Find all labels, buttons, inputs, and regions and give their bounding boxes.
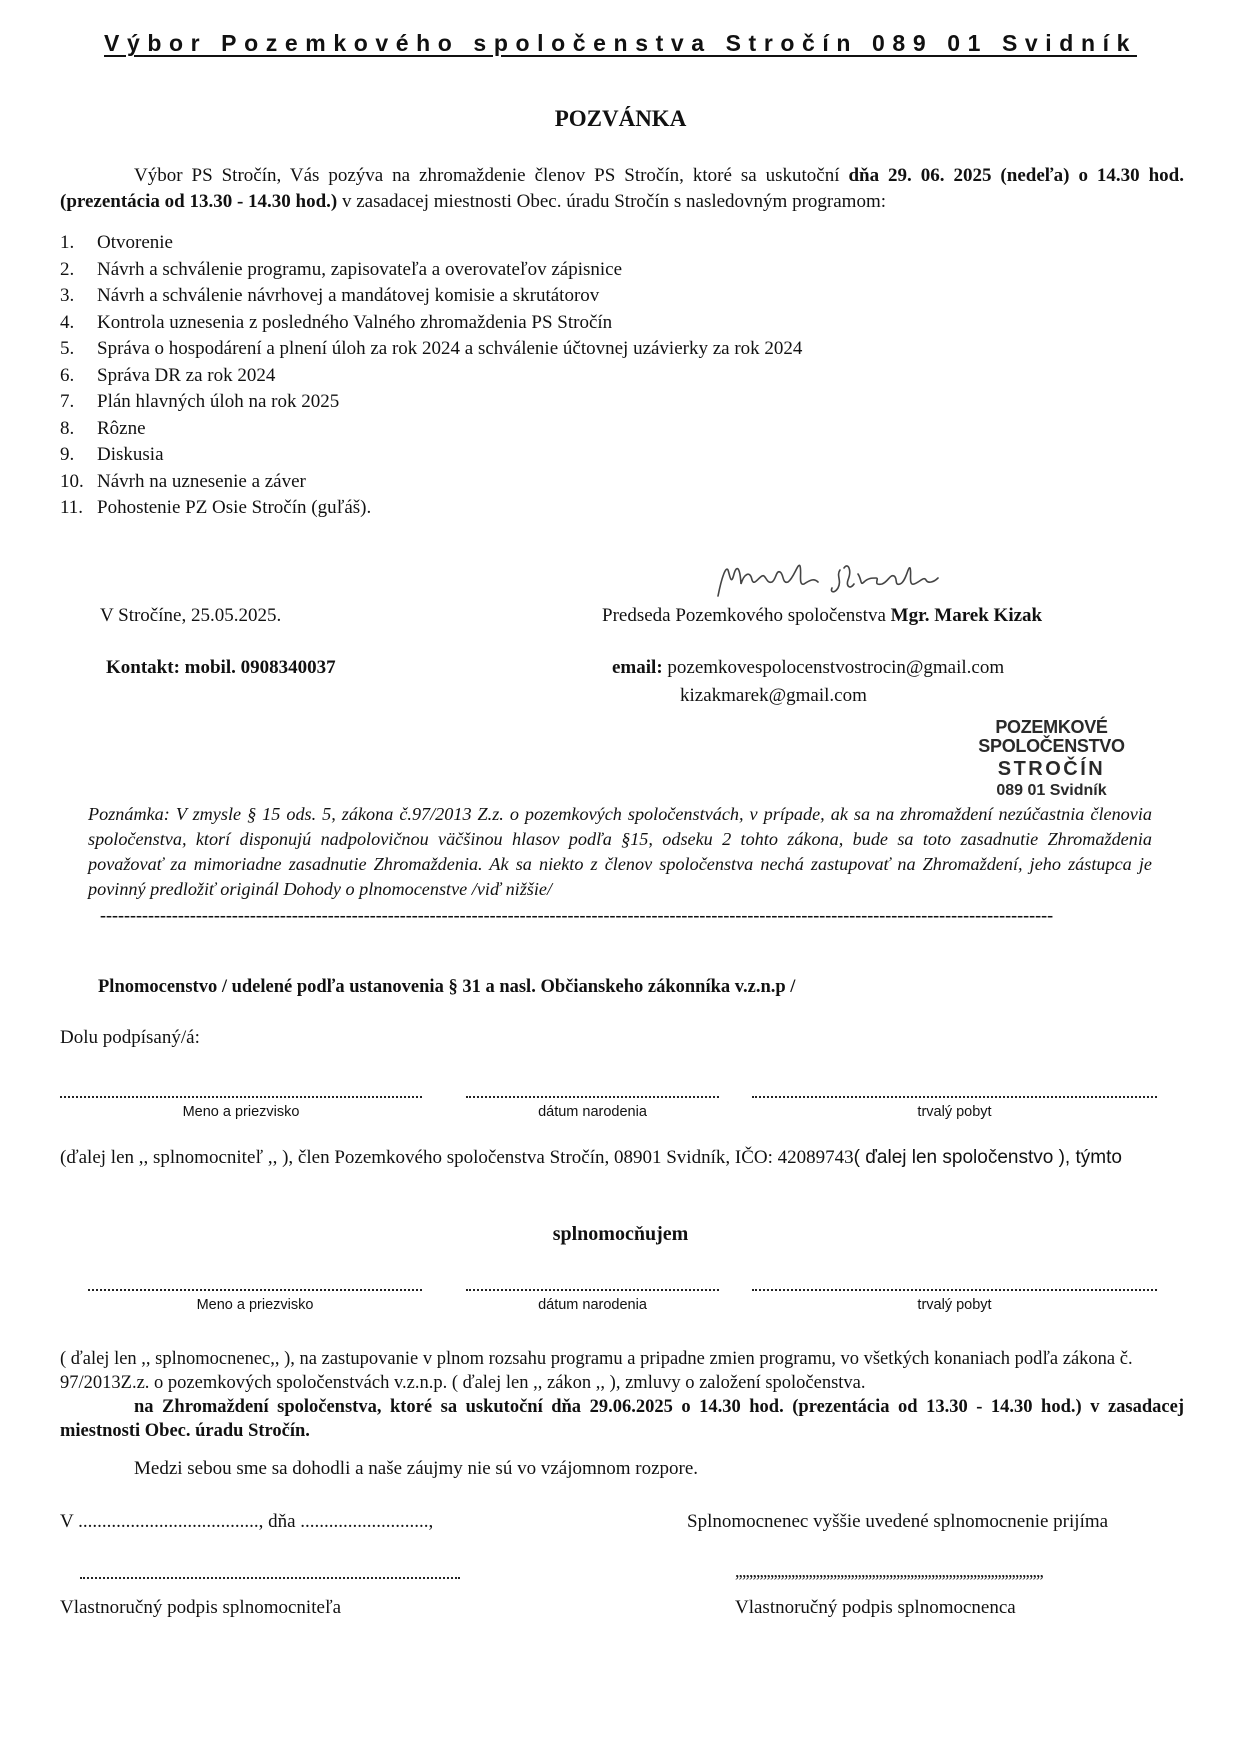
agent-address-field[interactable] xyxy=(752,1289,1157,1291)
separator-line: --------------------------------------------------------------------------------------------------------------------------------------------------------------- xyxy=(100,905,1054,925)
agent-signature-label: Vlastnoručný podpis splnomocnenca xyxy=(735,1597,1016,1618)
agenda-item-text: Návrh na uznesenie a záver xyxy=(97,470,306,492)
agent-name-field[interactable] xyxy=(88,1289,422,1291)
email-secondary: kizakmarek@gmail.com xyxy=(680,685,867,706)
intro-date-time: dňa 29. 06. 2025 (nedeľa) o 14.30 hod. (prezentácia od 13.30 - 14.30 hod.) xyxy=(60,165,1184,212)
principal-birthdate-field[interactable] xyxy=(466,1096,719,1098)
agenda-item xyxy=(60,442,802,469)
invitation-intro xyxy=(60,163,1184,215)
official-stamp xyxy=(934,718,1169,800)
agenda-item-text: Plán hlavných úloh na rok 2025 xyxy=(97,391,340,412)
undersigned-label: Dolu podpísaný/á: xyxy=(60,1027,200,1048)
agenda-item-text: Otvorenie xyxy=(97,232,173,253)
agenda-item-text: Správa o hospodárení a plnení úloh za rok 2024 a schválenie účtovnej uzávierky za rok 2024 xyxy=(97,338,803,359)
stamp-line-2: STROČÍN xyxy=(997,757,1106,780)
intro-location: v zasadacej miestnosti Obec. úradu Stročín s nasledovným programom: xyxy=(337,191,887,212)
agenda-list xyxy=(60,230,802,522)
agenda-item-number: 11. xyxy=(60,497,84,518)
agenda-item xyxy=(60,230,802,257)
place-date: V Stročíne, 25.05.2025. xyxy=(100,605,282,626)
principal-signature-field[interactable] xyxy=(80,1577,460,1579)
caption-birthdate-2: dátum narodenia xyxy=(538,1297,647,1313)
agenda-item xyxy=(60,416,802,443)
agenda-item-text: Rôzne xyxy=(97,417,146,439)
agenda-item xyxy=(60,257,802,284)
place-date-line[interactable]: V ......................................, dňa ..........................., xyxy=(60,1511,434,1532)
agenda-item xyxy=(60,469,802,496)
chairman-label: Predseda Pozemkového spoločenstva xyxy=(602,605,891,626)
stamp-line-1: POZEMKOVÉ SPOLOČENSTVO xyxy=(978,717,1125,756)
agenda-item xyxy=(60,389,802,416)
legal-note: Poznámka: V zmysle § 15 ods. 5, zákona č.97/2013 Z.z. o pozemkových spoločenstvách, v prípade, ak sa na zhromaždení nezúčastnia členovia spoločenstva, ktorí disponujú nadpolovičnou väčšinou hlasov podľa §15, odseku 2 tohto zákona, bude sa toto zasadnutie Zhromaždenia považovať za mimoriadne zasadnutie Zhromaždenia. Ak sa niekto z členov spoločenstva nechá zastupovať na Zhromaždení, jeho zástupca je povinný predložiť originál Dohody o plnomocenstve /viď nižšie/ xyxy=(88,804,1152,899)
agenda-item xyxy=(60,495,802,522)
agenda-item-text: Kontrola uznesenia z posledného Valného zhromaždenia PS Stročín xyxy=(97,311,613,333)
assembly-details: na Zhromaždení spoločenstva, ktoré sa uskutoční dňa 29.06.2025 o 14.30 hod. (prezentácia od 13.30 - 14.30 hod.) v zasadacej miestnosti Obec. úradu Stročín. xyxy=(60,1397,1184,1441)
agenda-item-number: 6. xyxy=(60,364,75,386)
contact-phone: Kontakt: mobil. 0908340037 xyxy=(106,657,336,678)
agenda-item xyxy=(60,363,802,390)
agenda-item-number: 9. xyxy=(60,444,75,465)
agent-birthdate-field[interactable] xyxy=(466,1289,719,1291)
agenda-item-number: 8. xyxy=(60,417,75,439)
agenda-item-number: 10. xyxy=(60,470,84,492)
intro-text: Výbor PS Stročín, Vás pozýva na zhromaždenie členov PS Stročín, ktoré sa uskutoční xyxy=(134,165,849,186)
agenda-item-text: Pohostenie PZ Osie Stročín (guľáš). xyxy=(97,497,372,518)
agreement-text: Medzi sebou sme sa dohodli a naše záujmy nie sú vo vzájomnom rozpore. xyxy=(134,1458,699,1479)
principal-name-field[interactable] xyxy=(60,1096,422,1098)
agenda-item-number: 2. xyxy=(60,258,75,280)
principal-signature-label: Vlastnoručný podpis splnomocniteľa xyxy=(60,1597,342,1618)
agent-signature-field[interactable]: ,,,,,,,,,,,,,,,,,,,,,,,,,,,,,,,,,,,,,,,,,,,,,,,,,,,,,,,,,,,,,,,,,,,,,,,,,,,,,,,,,,,,,,,, xyxy=(735,1561,1043,1581)
caption-name-1: Meno a priezvisko xyxy=(182,1104,300,1120)
agenda-item xyxy=(60,283,802,310)
agenda-item-text: Návrh a schválenie návrhovej a mandátovej komisie a skrutátorov xyxy=(97,285,600,306)
invitation-title: POZVÁNKA xyxy=(554,106,687,131)
caption-birthdate-1: dátum narodenia xyxy=(538,1104,647,1120)
stamp-line-3: 089 01 Svidník xyxy=(996,781,1107,799)
email-primary: pozemkovespolocenstvostrocin@gmail.com xyxy=(667,657,1005,678)
agenda-item xyxy=(60,310,802,337)
principal-text: (ďalej len ,, splnomocniteľ ,, ), člen Pozemkového spoločenstva Stročín, 08901 Svidník, IČO: 42089743 xyxy=(60,1147,854,1168)
agenda-item-number: 1. xyxy=(60,232,75,253)
agenda-item xyxy=(60,336,802,363)
caption-address-2: trvalý pobyt xyxy=(917,1297,992,1313)
principal-address-field[interactable] xyxy=(752,1096,1157,1098)
agenda-item-text: Diskusia xyxy=(97,444,164,465)
email-line xyxy=(612,655,1004,680)
authorize-heading: splnomocňujem xyxy=(552,1223,689,1245)
power-of-attorney-title: Plnomocenstvo / udelené podľa ustanovenia § 31 a nasl. Občianskeho zákonníka v.z.n.p / xyxy=(98,977,796,997)
agenda-item-text: Návrh a schválenie programu, zapisovateľa a overovateľov zápisnice xyxy=(97,258,623,280)
agenda-item-number: 4. xyxy=(60,311,75,333)
chairman-name: Mgr. Marek Kizak xyxy=(890,605,1043,626)
caption-name-2: Meno a priezvisko xyxy=(196,1297,314,1313)
principal-text-tail: ( ďalej len spoločenstvo ), týmto xyxy=(853,1147,1122,1168)
agenda-item-number: 7. xyxy=(60,391,75,412)
agent-accepts-text: Splnomocnenec vyššie uvedené splnomocnenie prijíma xyxy=(687,1511,1109,1532)
agenda-item-number: 5. xyxy=(60,338,75,359)
agenda-item-text: Správa DR za rok 2024 xyxy=(97,364,276,386)
principal-description xyxy=(60,1145,1184,1171)
agent-description: ( ďalej len ,, splnomocnenec,, ), na zastupovanie v plnom rozsahu programu a pripadne zmien programu, vo všetkých konaniach podľa zákona č. 97/2013Z.z. o pozemkových spoločenstvách v.z.n.p. ( ďalej len ,, zákon ,, ), zmluvy o založení spoločenstva. xyxy=(60,1349,1133,1393)
agenda-item-number: 3. xyxy=(60,285,75,306)
document-header: Výbor Pozemkového spoločenstva Stročín 089 01 Svidník xyxy=(104,30,1137,56)
chairman-line xyxy=(602,603,1042,628)
email-label: email: xyxy=(612,657,663,678)
chairman-signature xyxy=(712,556,952,606)
caption-address-1: trvalý pobyt xyxy=(917,1104,992,1120)
signature-text: Marek Kizak xyxy=(712,556,718,557)
